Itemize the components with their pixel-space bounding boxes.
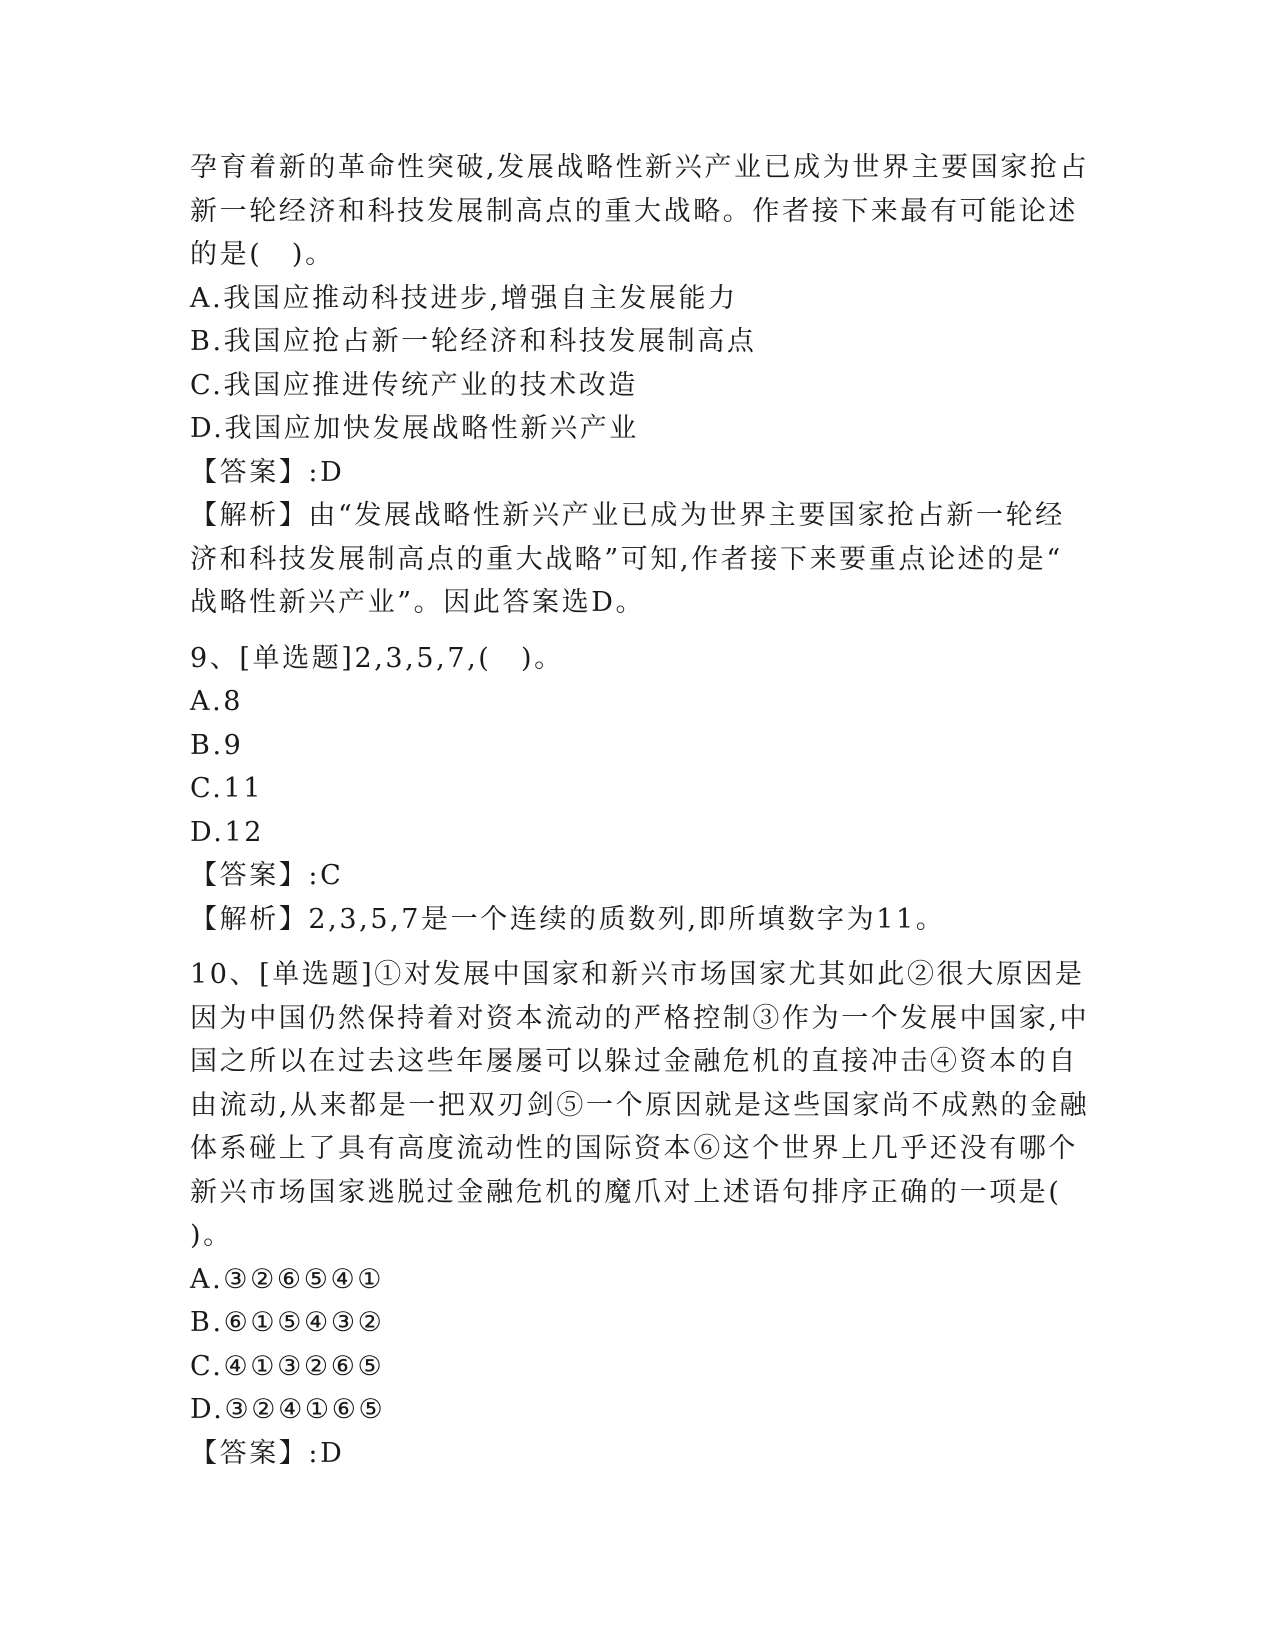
question-stem-line: 体系碰上了具有高度流动性的国际资本⑥这个世界上几乎还没有哪个 xyxy=(190,1133,1078,1164)
answer-line: 【答案】:D xyxy=(190,456,345,488)
analysis-line: 济和科技发展制高点的重大战略”可知,作者接下来要重点论述的是“ xyxy=(190,543,1063,575)
question-stem-line: 新兴市场国家逃脱过金融危机的魔爪对上述语句排序正确的一项是( xyxy=(190,1176,1062,1208)
analysis-line: 【解析】由“发展战略性新兴产业已成为世界主要国家抢占新一轮经 xyxy=(190,500,1065,531)
answer-line: 【答案】:C xyxy=(190,860,344,891)
option-a: A.8 xyxy=(190,686,244,717)
question-stem-line: 9、[单选题]2,3,5,7,( )。 xyxy=(190,642,564,674)
question-9-block xyxy=(190,637,1090,942)
option-b: B.我国应抢占新一轮经济和科技发展制高点 xyxy=(190,326,757,357)
option-d: D.我国应加快发展战略性新兴产业 xyxy=(190,413,639,444)
option-c: C.④①③②⑥⑤ xyxy=(190,1350,385,1382)
question-10-block xyxy=(190,953,1090,1475)
question-stem-line: 因为中国仍然保持着对资本流动的严格控制③作为一个发展中国家,中 xyxy=(190,1002,1090,1034)
option-b: B.9 xyxy=(190,729,244,761)
question-spacer xyxy=(190,941,1090,953)
question-spacer xyxy=(190,625,1090,637)
option-c: C.我国应推进传统产业的技术改造 xyxy=(190,369,638,401)
question-8-block xyxy=(190,146,1090,625)
question-stem-line: 孕育着新的革命性突破,发展战略性新兴产业已成为世界主要国家抢占 xyxy=(190,152,1090,183)
option-a: A.我国应推动科技进步,增强自主发展能力 xyxy=(190,282,738,314)
analysis-line: 战略性新兴产业”。因此答案选D。 xyxy=(190,587,646,618)
question-stem-line: 由流动,从来都是一把双刃剑⑤一个原因就是这些国家尚不成熟的金融 xyxy=(190,1089,1090,1121)
option-b: B.⑥①⑤④③② xyxy=(190,1307,385,1338)
question-stem-line: 的是( )。 xyxy=(190,239,335,270)
question-stem-line: 新一轮经济和科技发展制高点的重大战略。作者接下来最有可能论述 xyxy=(190,195,1078,227)
option-d: D.③②④①⑥⑤ xyxy=(190,1394,386,1425)
document-page xyxy=(190,146,1090,1475)
question-stem-line: 10、[单选题]①对发展中国家和新兴市场国家尤其如此②很大原因是 xyxy=(190,959,1085,990)
analysis-line: 【解析】2,3,5,7是一个连续的质数列,即所填数字为11。 xyxy=(190,903,946,935)
option-c: C.11 xyxy=(190,773,264,804)
question-stem-line: )。 xyxy=(190,1220,233,1251)
option-a: A.③②⑥⑤④① xyxy=(190,1263,385,1295)
answer-line: 【答案】:D xyxy=(190,1437,345,1469)
option-d: D.12 xyxy=(190,816,265,848)
question-stem-line: 国之所以在过去这些年屡屡可以躲过金融危机的直接冲击④资本的自 xyxy=(190,1046,1078,1077)
